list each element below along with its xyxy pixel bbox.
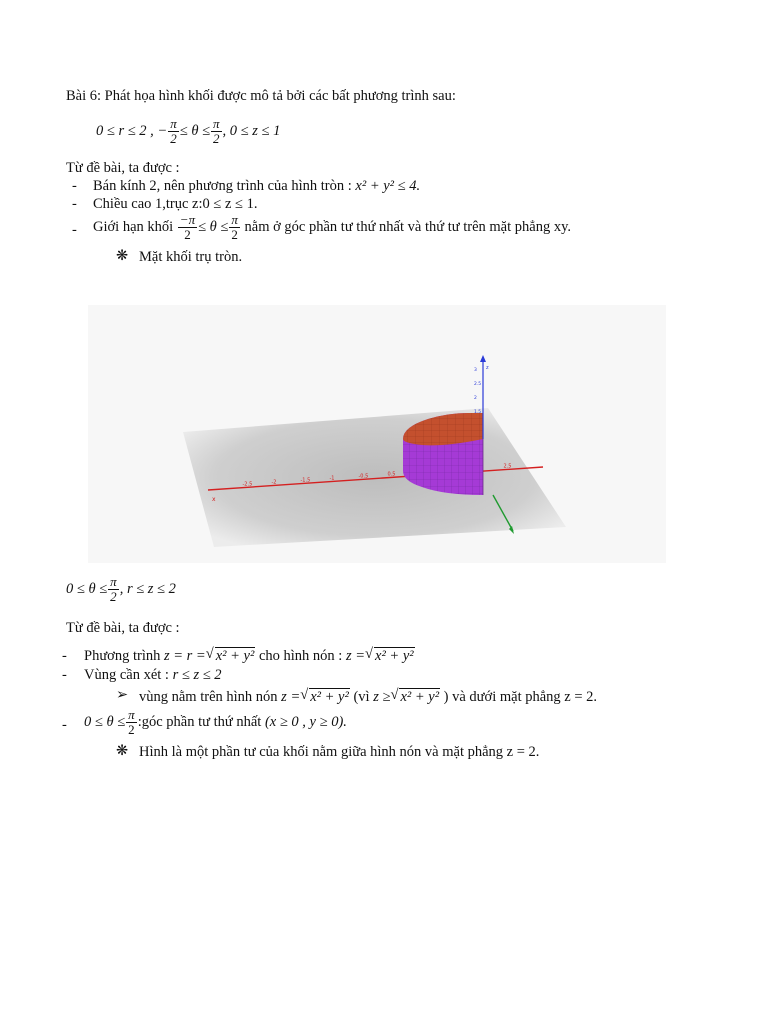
half-cylinder-figure <box>88 305 666 563</box>
exercise2-bullet-angle: 0 ≤ θ ≤ $\frac{\pi}{2}$ :góc phần tư thứ nhất (x ≥ 0 , y ≥ 0). <box>84 707 347 737</box>
svg-text:x: x <box>212 496 216 503</box>
exercise2-conclusion: Hình là một phần tư của khối nằm giữa hình nón và mặt phẳng z = 2. <box>139 744 540 760</box>
dash-bullet: - <box>72 222 77 238</box>
exercise2-bullet-equation: Phương trình z = r =√ x² + y² cho hình nón : z =√ x² + y² <box>84 647 415 665</box>
exercise2-arrow-item: vùng nằm trên hình nón z =√ x² + y² (vì z ≥√ x² + y² ) và dưới mặt phẳng z = 2. <box>139 688 597 706</box>
fraction: $\frac{\pi}{2}$ <box>213 116 220 146</box>
arrow-bullet: ➢ <box>116 687 129 703</box>
exercise1-bullet-height: Chiều cao 1,trục z:0 ≤ z ≤ 1. <box>93 196 258 212</box>
exercise1-bullet-angle: Giới hạn khối $\frac{-\pi}{2}$ ≤ θ ≤ $\frac{\pi}{2}$ nằm ở góc phần tư thứ nhất và thứ tư trên mặt phẳng xy. <box>93 212 572 242</box>
x-tick-label: -0.5 <box>358 473 369 480</box>
z-tick-label: 2.5 <box>474 382 482 387</box>
z-tick-label: 3 <box>474 368 477 373</box>
exercise2-conditions: 0 ≤ θ ≤ $\frac{\pi}{2}$ , r ≤ z ≤ 2 <box>66 574 176 604</box>
star-bullet: ❋ <box>116 743 129 759</box>
exercise-title: Bài 6: Phát họa hình khối được mô tả bởi các bất phương trình sau: <box>66 88 456 104</box>
z-tick-label: 1.5 <box>474 410 482 415</box>
exercise1-bullet-radius: Bán kính 2, nên phương trình của hình tròn : x² + y² ≤ 4. <box>93 178 421 194</box>
x-tick-label: 0.5 <box>387 471 396 478</box>
exercise1-conclusion: Mặt khối trụ tròn. <box>139 249 243 265</box>
dash-bullet: - <box>72 196 77 212</box>
x-tick-label: -2.5 <box>242 481 253 488</box>
star-bullet: ❋ <box>116 248 129 264</box>
z-axis-label: z <box>486 365 489 371</box>
dash-bullet: - <box>62 717 67 733</box>
x-tick-label: 2.5 <box>503 463 512 470</box>
z-tick-label: 2 <box>474 396 477 401</box>
dash-bullet: - <box>62 667 67 683</box>
exercise2-bullet-region: Vùng cần xét : r ≤ z ≤ 2 <box>84 667 222 683</box>
exercise1-intro: Từ đề bài, ta được : <box>66 160 180 176</box>
x-tick-label: -1 <box>329 475 335 482</box>
exercise1-conditions: 0 ≤ r ≤ 2 , − $\frac{\pi}{2}$ ≤ θ ≤ $\frac{\pi}{2}$ , 0 ≤ z ≤ 1 <box>96 116 281 146</box>
dash-bullet: - <box>62 648 67 664</box>
fraction: $\frac{\pi}{2}$ <box>170 116 177 146</box>
x-tick-label: -2 <box>271 479 277 486</box>
exercise2-intro: Từ đề bài, ta được : <box>66 620 180 636</box>
x-tick-label: -1.5 <box>300 477 311 484</box>
dash-bullet: - <box>72 178 77 194</box>
